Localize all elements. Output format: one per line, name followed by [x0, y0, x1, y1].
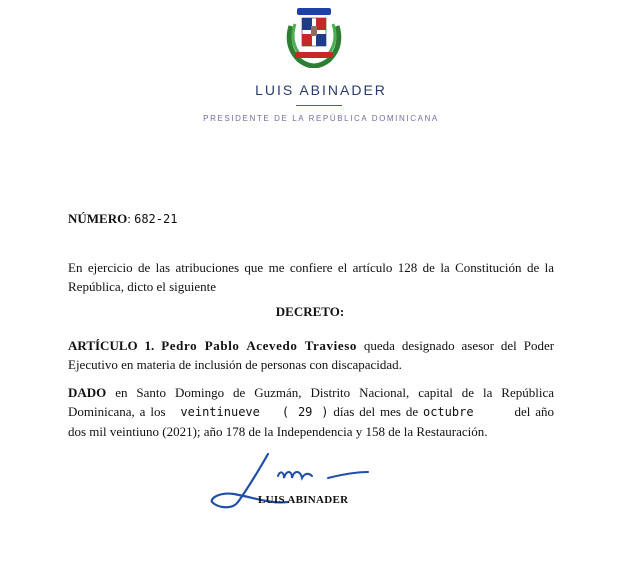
preamble: En ejercicio de las atribuciones que me confiere el artículo 128 de la Constitución de la República, dicto el siguiente — [68, 260, 554, 294]
decree-number-label: NÚMERO — [68, 211, 128, 226]
decree-number-value: 682-21 — [134, 212, 178, 226]
dado-text-3: del año dos mil veintiuno (2021); año 178 de la Independencia y 158 de la Restauración. — [68, 404, 554, 439]
dado-label: DADO — [68, 385, 107, 400]
article-text: queda designado asesor del Poder Ejecutivo en materia de inclusión de personas con discapacidad. — [68, 338, 555, 372]
header-divider — [296, 105, 342, 106]
signatory-name: LUIS ABINADER — [258, 494, 349, 506]
dado-paragraph — [68, 383, 554, 441]
article-1 — [68, 336, 554, 374]
dado-text-1: en Santo Domingo de Guzmán, Distrito Nacional, capital de la República Dominicana, a los — [68, 385, 555, 419]
coat-of-arms-seal — [281, 6, 347, 68]
dado-month: octubre — [422, 405, 474, 419]
decree-number: NÚMERO: 682-21 — [68, 211, 178, 226]
dado-day-words: veintinueve — [180, 405, 260, 419]
dado-text-2: días del mes de — [333, 404, 419, 419]
dado-day-number: ( 29 ) — [281, 405, 329, 419]
decree-heading: DECRETO: — [275, 304, 345, 319]
header-title: PRESIDENTE DE LA REPÚBLICA DOMINICANA — [203, 114, 439, 123]
handwritten-signature — [208, 448, 378, 518]
article-label: ARTÍCULO 1. — [68, 338, 155, 353]
article-person-name: Pedro Pablo Acevedo Travieso — [161, 338, 357, 353]
header-name: LUIS ABINADER — [255, 82, 387, 98]
